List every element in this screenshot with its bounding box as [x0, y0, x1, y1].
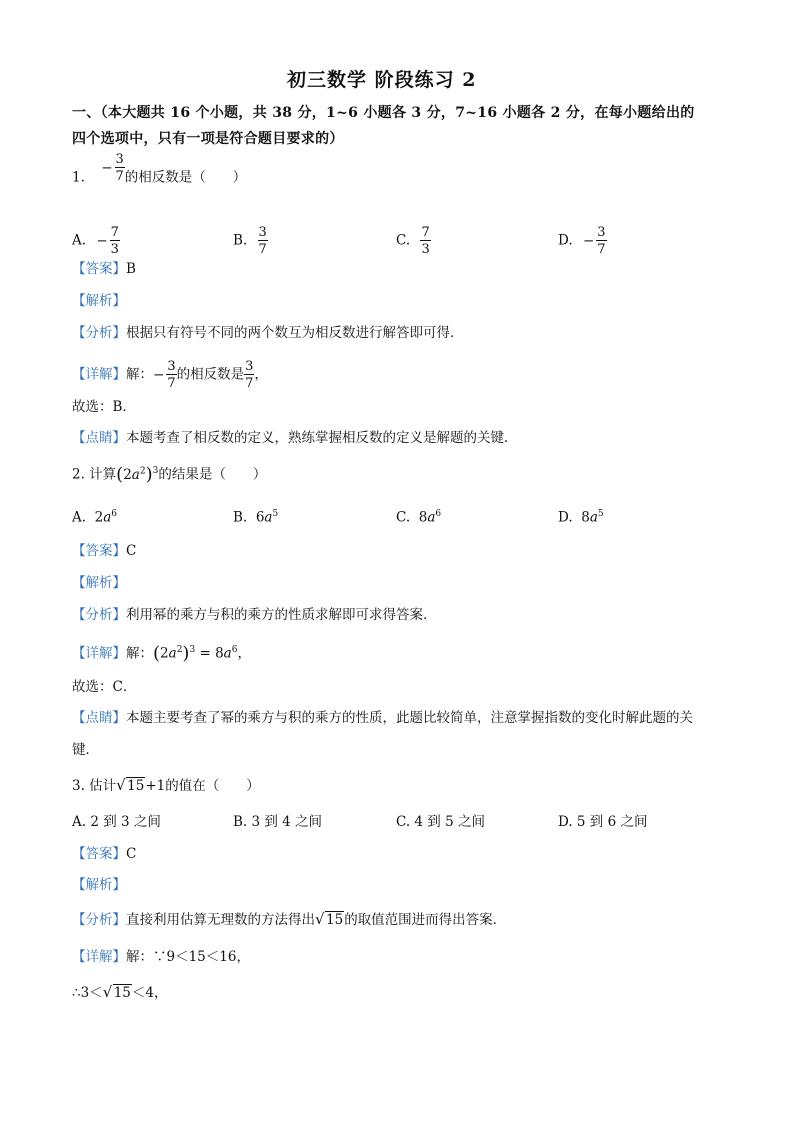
xiangjie-label: 【详解】 — [72, 366, 126, 383]
therefore-prefix: ∴3＜ — [72, 985, 103, 1001]
fenxi-label: 【分析】 — [72, 607, 126, 623]
q2-detail: 【详解】解：$(2a^2)^3 = 8a^6$， — [72, 643, 251, 664]
q2-dianjing-line1 — [72, 712, 693, 726]
q3-answer — [72, 848, 136, 862]
dianjing-label: 【点睛】 — [72, 430, 126, 446]
q3-stem — [72, 776, 260, 794]
q1-frac-den: 7 — [115, 169, 124, 184]
dianjing-label: 【点睛】 — [72, 710, 126, 726]
frac-num: 3 — [167, 359, 176, 374]
answer-label: 【答案】 — [72, 261, 126, 277]
q3-option-d: D. 5 到 6 之间 — [558, 814, 648, 830]
frac-den: 3 — [110, 242, 119, 257]
sqrt-sign-icon: √ — [102, 983, 113, 1001]
q3-analysis-label — [72, 879, 126, 893]
q3-stem-tail: 的值在（ ） — [165, 778, 260, 794]
q1-fenxi — [72, 327, 464, 341]
q3-option-c: C. 4 到 5 之间 — [396, 814, 485, 830]
radicand: 15 — [326, 912, 344, 928]
section-heading-line1: 一、（本大题共 16 个小题，共 38 分，1~6 小题各 3 分，7~16 小题各 2 分，在每小题给出的 — [72, 105, 695, 121]
detail-prefix: 解： — [126, 366, 153, 383]
option-coef: 6 — [255, 509, 265, 526]
frac-den: 7 — [245, 376, 254, 391]
option-letter: C. — [396, 232, 411, 249]
answer-label: 【答案】 — [72, 846, 126, 862]
q1-option-a — [72, 226, 120, 256]
fenxi-tail: 的取值范围进而得出答案． — [344, 912, 507, 928]
q3-stem-prefix: 3. 估计 — [72, 778, 117, 794]
frac-den: 7 — [597, 242, 606, 257]
q1-fraction — [115, 153, 125, 183]
detail-end: ， — [237, 645, 251, 662]
q1-stem — [72, 152, 247, 193]
option-letter: B. — [233, 232, 248, 249]
q1-option-b — [233, 226, 268, 256]
q3-option-b: B. 3 到 4 之间 — [233, 814, 323, 830]
q3-therefore — [72, 983, 168, 1001]
fenxi-text: 根据只有符号不同的两个数互为相反数进行解答即可得． — [126, 325, 464, 341]
q3-option-a: A. 2 到 3 之间 — [72, 814, 161, 830]
q2-stem-tail: 的结果是（ ） — [158, 466, 267, 483]
detail-fraction-1 — [166, 360, 176, 390]
analysis-label: 【解析】 — [72, 575, 126, 591]
option-fraction — [258, 226, 268, 256]
option-coef: 2 — [94, 509, 104, 526]
option-exp: 6 — [111, 509, 118, 519]
fenxi-label: 【分析】 — [72, 325, 126, 341]
answer-value: C — [126, 846, 137, 862]
detail-prefix: 解： — [126, 645, 153, 662]
dianjing-text: 本题考查了相反数的定义，熟练掌握相反数的定义是解题的关键． — [126, 430, 518, 446]
sqrt — [315, 910, 344, 928]
sqrt — [116, 776, 145, 794]
detail-text: 解：∵9＜15＜16， — [126, 949, 250, 965]
detail-fraction-2 — [244, 360, 254, 390]
q2-dianjing-line2: 键． — [72, 742, 99, 758]
q3-plus: +1 — [145, 778, 166, 794]
radicand: 15 — [127, 778, 145, 794]
frac-num: 7 — [110, 225, 119, 240]
fenxi-text: 利用幂的乘方与积的乘方的性质求解即可求得答案． — [126, 607, 437, 623]
option-exp: 5 — [597, 509, 604, 519]
option-letter: A. — [72, 509, 87, 526]
paren-open: ( — [116, 464, 124, 485]
q3-detail — [72, 951, 250, 965]
frac-num: 3 — [597, 225, 606, 240]
paren-close: ) — [182, 643, 190, 664]
option-letter: B. — [233, 509, 248, 526]
q2-option-a: A. $2a^6$ — [72, 509, 118, 526]
answer-label: 【答案】 — [72, 543, 126, 559]
option-fraction — [420, 226, 430, 256]
option-letter: A. — [72, 232, 87, 249]
option-coef: 8 — [581, 509, 590, 526]
option-coef: 8 — [418, 509, 428, 526]
q1-dianjing — [72, 432, 518, 446]
frac-num: 3 — [245, 359, 254, 374]
option-fraction — [110, 226, 120, 256]
frac-den: 7 — [258, 242, 267, 257]
option-sign: − — [582, 232, 595, 249]
xiangjie-label: 【详解】 — [72, 645, 126, 662]
q1-number: 1. — [72, 169, 85, 186]
paren-close: ) — [145, 464, 153, 485]
q1-minus: − — [101, 159, 113, 176]
q2-stem: 2. 计算$(2a^2)^3$的结果是（ ） — [72, 464, 267, 485]
xiangjie-label: 【详解】 — [72, 949, 126, 965]
q2-expr: $2a^2$ — [123, 466, 146, 483]
sqrt — [102, 983, 132, 1001]
q2-stem-prefix: 2. 计算 — [72, 466, 117, 483]
fenxi-text: 直接利用估算无理数的方法得出 — [126, 912, 315, 928]
detail-mid: 的相反数是 — [176, 366, 245, 383]
answer-value: B — [126, 261, 136, 277]
radicand: 15 — [113, 985, 131, 1001]
sqrt-sign-icon: √ — [315, 910, 325, 928]
q1-detail — [72, 360, 268, 390]
answer-value: C — [126, 543, 137, 559]
q1-guxuan: 故选：B． — [72, 399, 136, 415]
frac-den: 3 — [421, 242, 430, 257]
q1-option-c — [396, 226, 431, 256]
page-title: 初三数学 阶段练习 2 — [287, 69, 477, 91]
q2-fenxi — [72, 609, 437, 623]
q1-stem-tail: 的相反数是（ ） — [124, 169, 247, 186]
option-exp: 5 — [272, 509, 279, 519]
option-fraction — [596, 226, 606, 256]
q1-analysis-label — [72, 295, 126, 309]
option-letter: C. — [396, 509, 411, 526]
q2-option-b: B. $6a^5$ — [233, 509, 279, 526]
section-heading-line2: 四个选项中，只有一项是符合题目要求的） — [72, 131, 344, 147]
analysis-label: 【解析】 — [72, 877, 126, 893]
q1-frac-num: 3 — [115, 152, 124, 167]
q2-option-c: C. $8a^6$ — [396, 509, 442, 526]
frac-num: 3 — [258, 225, 267, 240]
frac-num: 7 — [421, 225, 430, 240]
detail-end: ， — [254, 366, 268, 383]
q2-analysis-label — [72, 577, 126, 591]
option-sign: − — [96, 232, 108, 249]
q2-guxuan: 故选：C． — [72, 679, 137, 695]
frac-den: 7 — [167, 376, 176, 391]
q1-option-d — [558, 226, 607, 256]
q2-option-d: D. $8a^5$ — [558, 509, 604, 526]
option-letter: D. — [558, 509, 573, 526]
therefore-tail: ＜4， — [131, 985, 168, 1001]
fenxi-label: 【分析】 — [72, 912, 126, 928]
sqrt-sign-icon: √ — [116, 776, 126, 794]
q1-answer — [72, 263, 136, 277]
option-exp: 6 — [435, 509, 442, 519]
minus-sign: − — [153, 366, 165, 383]
paren-open: ( — [153, 643, 161, 664]
dianjing-text: 本题主要考查了幂的乘方与积的乘方的性质，此题比较简单，注意掌握指数的变化时解此题的关 — [126, 710, 693, 726]
option-letter: D. — [558, 232, 573, 249]
analysis-label: 【解析】 — [72, 293, 126, 309]
q2-answer — [72, 545, 136, 559]
q3-fenxi — [72, 910, 507, 928]
